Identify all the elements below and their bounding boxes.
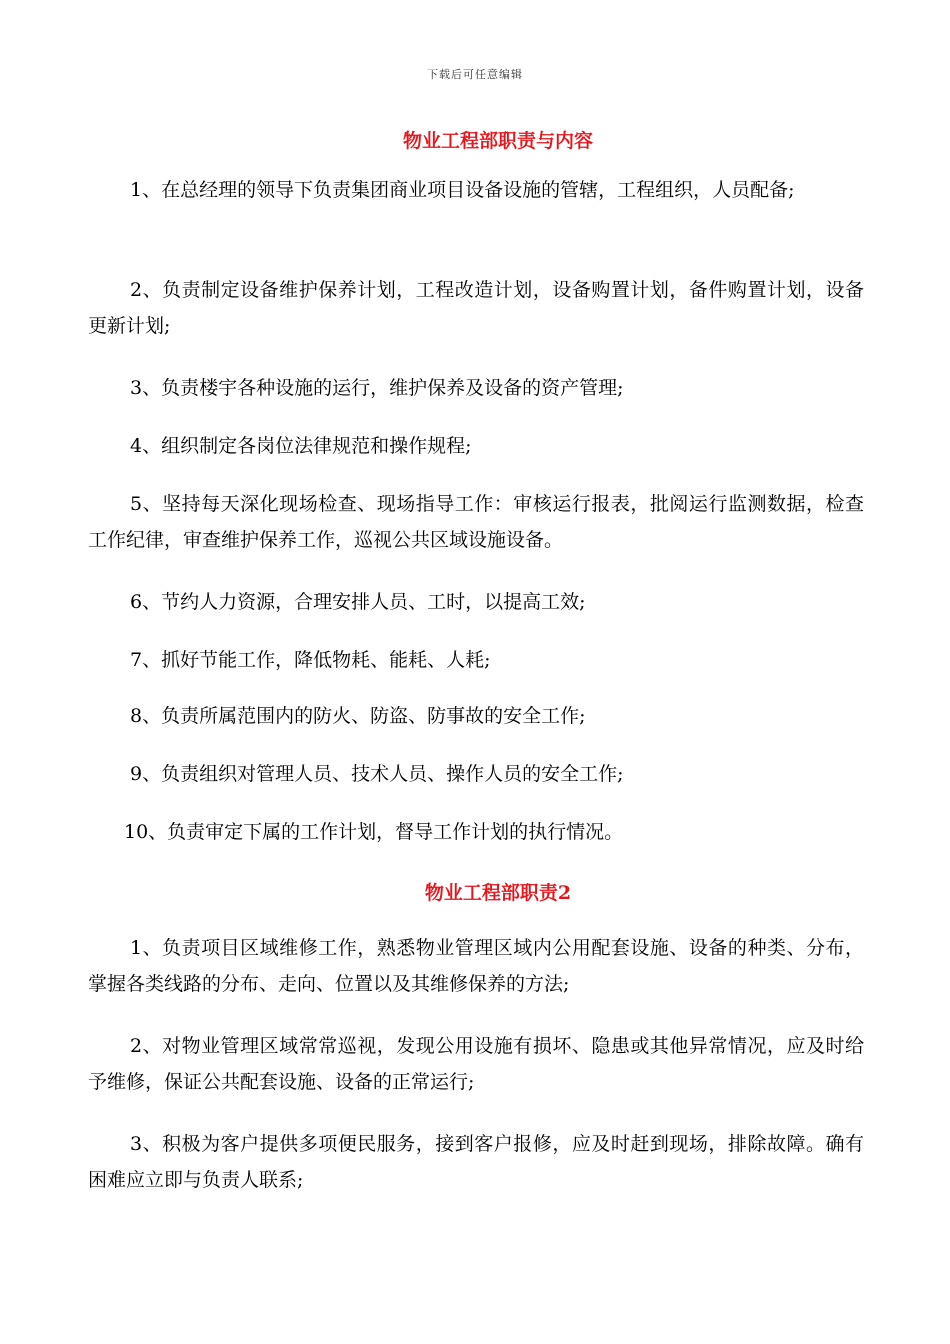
list-item: 2、负责制定设备维护保养计划，工程改造计划，设备购置计划，备件购置计划，设备更新计划; [88,279,864,337]
header-note: 下载后可任意编辑 [427,68,523,81]
section-title-responsibilities: 物业工程部职责与内容 [402,130,593,152]
list-item: 4、组织制定各岗位法律规范和操作规程; [130,435,472,457]
list-item: 6、节约人力资源，合理安排人员、工时，以提高工效; [130,591,586,613]
list-item: 3、积极为客户提供多项便民服务，接到客户报修，应及时赶到现场，排除故障。确有困难应立即与负责人联系; [88,1133,864,1191]
list-item: 1、在总经理的领导下负责集团商业项目设备设施的管辖，工程组织，人员配备; [130,179,795,201]
list-item: 2、对物业管理区域常常巡视，发现公用设施有损坏、隐患或其他异常情况，应及时给予维修，保证公共配套设施、设备的正常运行; [88,1035,864,1093]
list-item: 3、负责楼宇各种设施的运行，维护保养及设备的资产管理; [130,377,624,399]
list-item: 10、负责审定下属的工作计划，督导工作计划的执行情况。 [124,821,624,843]
section-title-responsibilities-2: 物业工程部职责2 [424,882,572,904]
list-item: 7、抓好节能工作，降低物耗、能耗、人耗; [130,649,491,671]
list-item: 1、负责项目区域维修工作，熟悉物业管理区域内公用配套设施、设备的种类、分布，掌握各类线路的分布、走向、位置以及其维修保养的方法; [88,937,864,995]
list-item: 8、负责所属范围内的防火、防盗、防事故的安全工作; [130,705,586,727]
list-item: 9、负责组织对管理人员、技术人员、操作人员的安全工作; [130,763,624,785]
list-item: 5、坚持每天深化现场检查、现场指导工作：审核运行报表，批阅运行监测数据，检查工作纪律，审查维护保养工作，巡视公共区域设施设备。 [88,493,864,551]
